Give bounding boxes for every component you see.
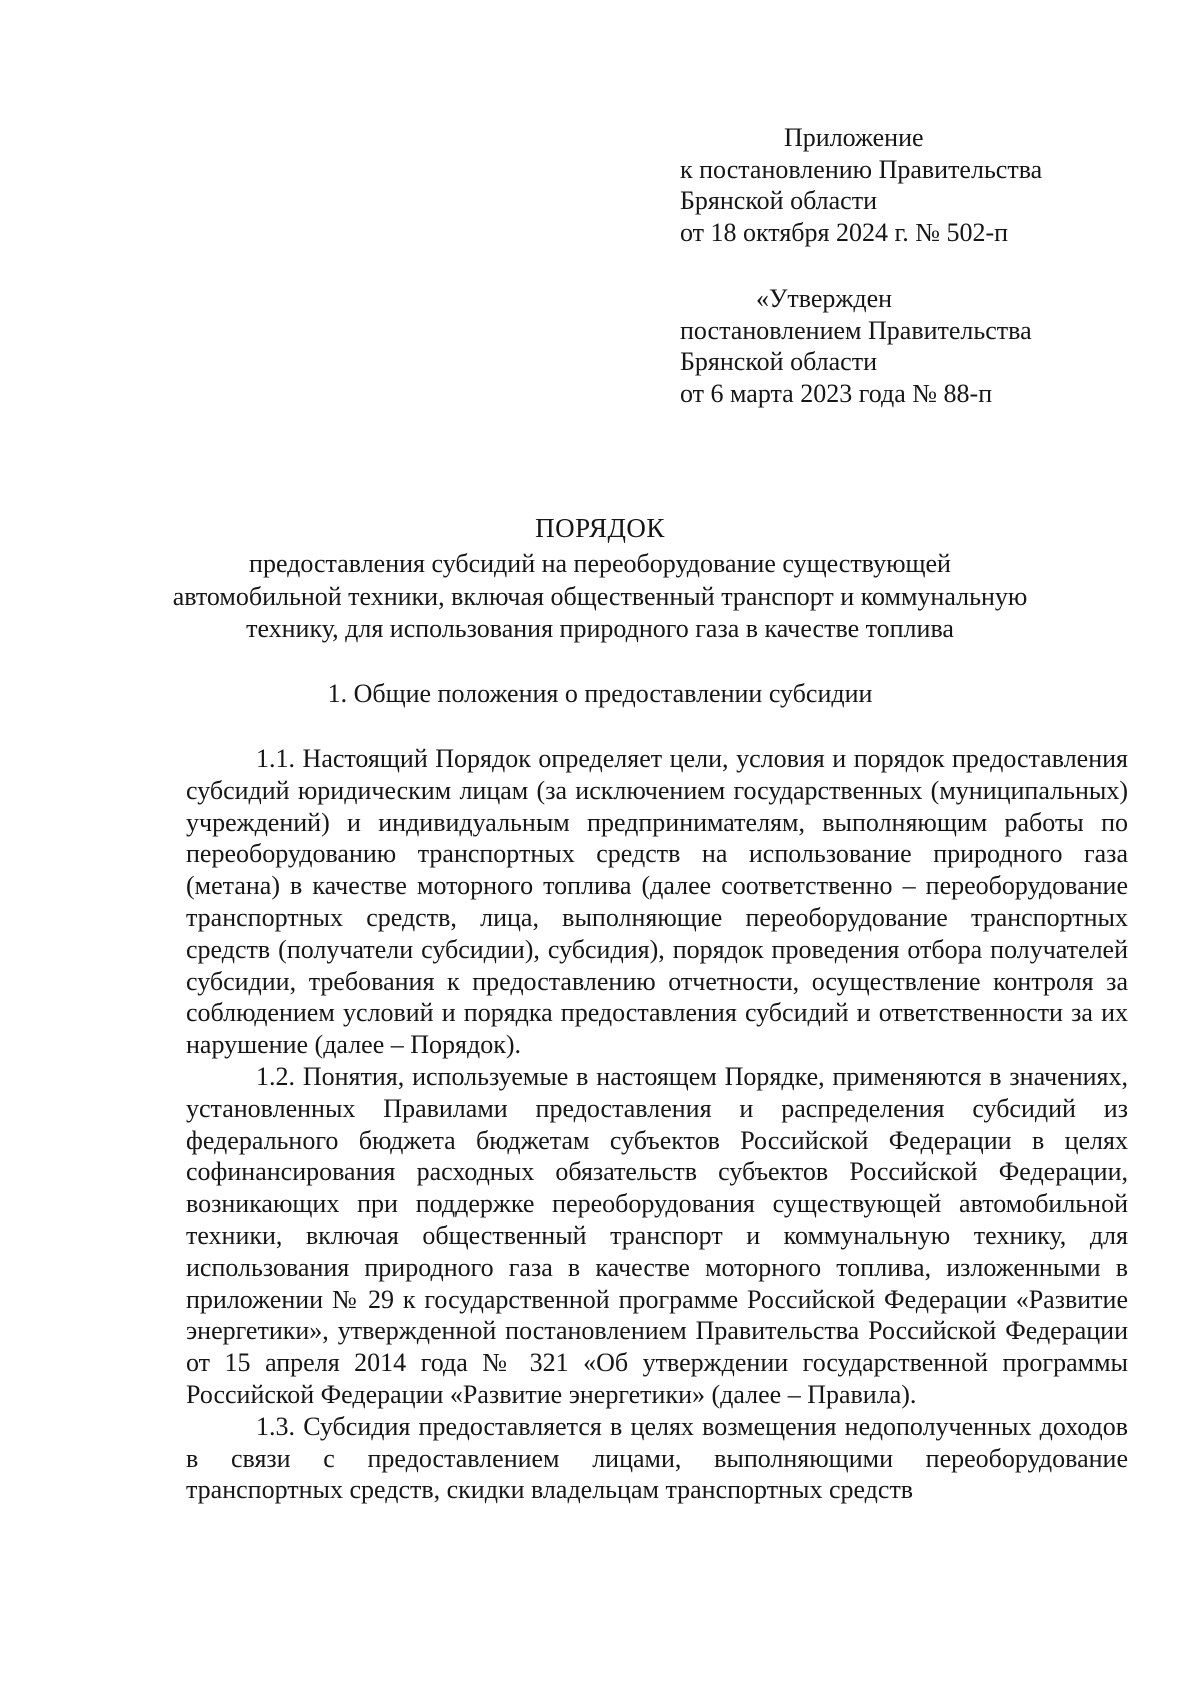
paragraph-1-3: 1.3. Субсидия предоставляется в целях возмещения недополученных доходов в связи с предоставлением лицами, выполняющими переоборудование транспортных средств, скидки владельцам транспортных средств bbox=[186, 1411, 1128, 1505]
appendix-title: Приложение bbox=[784, 123, 924, 152]
subtitle-line: предоставления субсидий на переоборудование существующей bbox=[249, 549, 951, 578]
appendix-header bbox=[680, 122, 1160, 248]
section-heading: 1. Общие положения о предоставлении субсидии bbox=[327, 679, 873, 708]
body-text bbox=[186, 743, 1128, 1506]
appendix-line: к постановлению Правительства bbox=[680, 154, 1043, 184]
subtitle-line: технику, для использования природного газа в качестве топлива bbox=[246, 614, 954, 643]
approval-header bbox=[680, 283, 1160, 409]
approval-date-number: от 6 марта 2023 года № 88-п bbox=[680, 378, 993, 408]
paragraph-1-2: 1.2. Понятия, используемые в настоящем Порядке, применяются в значениях, установленных Правилами предоставления и распределения субсидий из федерального бюджета бюджетам субъектов Российской Федерации в целях софинансирования расходных обязательств субъектов Российской Федерации, возникающих при поддержке переоборудования существующей автомобильной техники, включая общественный транспорт и коммунальную технику, для использования природного газа в качестве моторного топлива, изложенными в приложении № 29 к государственной программе Российской Федерации «Развитие энергетики», утвержденной постановлением Правительства Российской Федерации от 15 апреля 2014 года № 321 «Об утверждении государственной программы Российской Федерации «Развитие энергетики» (далее – Правила). bbox=[186, 1061, 1128, 1409]
subtitle-line: автомобильной техники, включая общественный транспорт и коммунальную bbox=[172, 581, 1028, 611]
appendix-line: Брянской области bbox=[680, 186, 877, 215]
document-title: ПОРЯДОК bbox=[535, 513, 665, 543]
approval-title: «Утвержден bbox=[756, 284, 893, 313]
paragraph-1-1: 1.1. Настоящий Порядок определяет цели, условия и порядок предоставления субсидий юридическим лицам (за исключением государственных (муниципальных) учреждений) и индивидуальным предпринимателям, выполняющим работы по переоборудованию транспортных средств на использование природного газа (метана) в качестве моторного топлива (далее соответственно – переоборудование транспортных средств, лица, выполняющие переоборудование транспортных средств (получатели субсидии), субсидия), порядок проведения отбора получателей субсидии, требования к предоставлению отчетности, осуществление контроля за соблюдением условий и порядка предоставления субсидий и ответственности за их нарушение (далее – Порядок). bbox=[186, 744, 1128, 1060]
document-subtitle bbox=[150, 548, 1050, 646]
approval-line: Брянской области bbox=[680, 347, 877, 376]
appendix-date-number: от 18 октября 2024 г. № 502-п bbox=[680, 217, 1009, 247]
approval-line: постановлением Правительства bbox=[680, 315, 1032, 345]
